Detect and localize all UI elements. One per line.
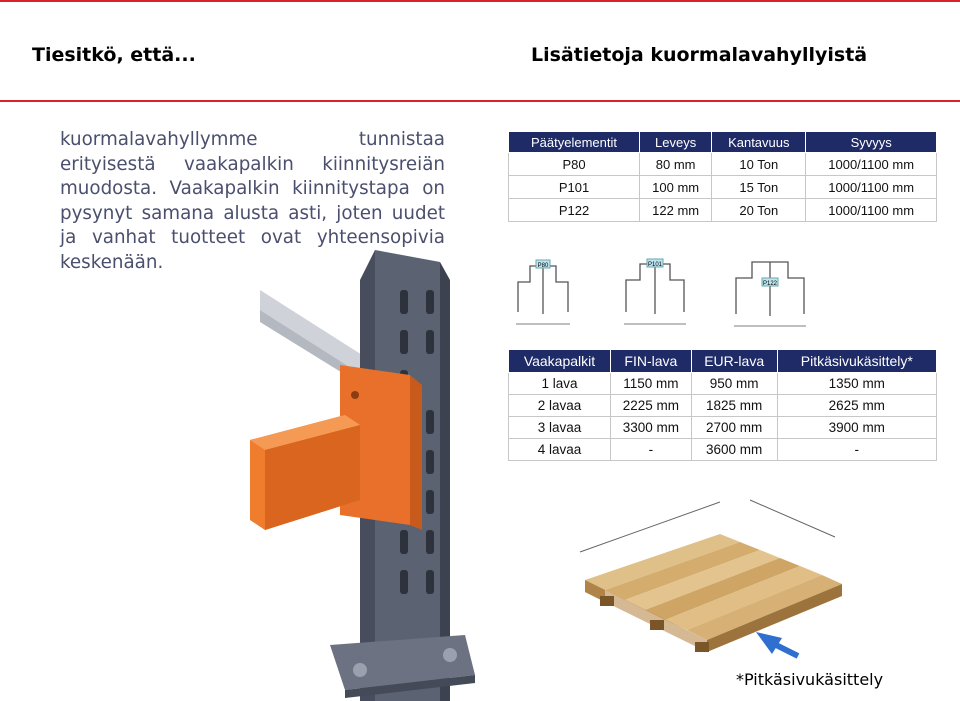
profile-diagrams [508, 252, 838, 332]
table-cell: 3300 mm [610, 417, 691, 439]
table-cell: 4 lavaa [509, 439, 611, 461]
table-cell: 1000/1100 mm [806, 176, 937, 199]
col-header: Kantavuus [712, 132, 806, 153]
table-row [509, 373, 937, 395]
table-cell: 1150 mm [610, 373, 691, 395]
table-cell: 100 mm [640, 176, 712, 199]
table-cell: 950 mm [691, 373, 777, 395]
table-row [509, 153, 937, 176]
svg-text:P122: P122 [762, 281, 778, 287]
table-row [509, 395, 937, 417]
table-cell: 1000/1100 mm [806, 199, 937, 222]
table-cell: 1 lava [509, 373, 611, 395]
col-header: Päätyelementit [509, 132, 640, 153]
table-cell: 2625 mm [777, 395, 936, 417]
header-divider [0, 100, 960, 102]
col-header: Syvyys [806, 132, 937, 153]
col-header: Leveys [640, 132, 712, 153]
table-cell: 15 Ton [712, 176, 806, 199]
table-cell: 80 mm [640, 153, 712, 176]
pallet-image [560, 492, 880, 662]
table-cell: P122 [509, 199, 640, 222]
top-accent-line [0, 0, 960, 2]
profile-p122 [734, 262, 806, 326]
table-cell: P80 [509, 153, 640, 176]
table-cell: 2700 mm [691, 417, 777, 439]
footnote: *Pitkäsivukäsittely [736, 670, 884, 689]
table-cell: - [777, 439, 936, 461]
svg-text:P101: P101 [647, 262, 663, 268]
table-cell: 3 lavaa [509, 417, 611, 439]
col-header: EUR-lava [691, 350, 777, 373]
table-row [509, 199, 937, 222]
col-header: Pitkäsivukäsittely* [777, 350, 936, 373]
table-cell: 2225 mm [610, 395, 691, 417]
profile-p80 [516, 266, 570, 324]
table-row [509, 417, 937, 439]
table-cell: 1825 mm [691, 395, 777, 417]
table-row [509, 176, 937, 199]
col-header: FIN-lava [610, 350, 691, 373]
table-cell: 1000/1100 mm [806, 153, 937, 176]
table-row [509, 439, 937, 461]
table-cell: 1350 mm [777, 373, 936, 395]
col-header: Vaakapalkit [509, 350, 611, 373]
beam-lengths-table [508, 349, 937, 461]
table-cell: 2 lavaa [509, 395, 611, 417]
page-title-right: Lisätietoja kuormalavahyllyistä [531, 44, 868, 66]
table-cell: 122 mm [640, 199, 712, 222]
page-title-left: Tiesitkö, että... [32, 44, 196, 66]
table-cell: 3600 mm [691, 439, 777, 461]
long-side-arrow-icon [756, 632, 798, 656]
upright-image [250, 250, 490, 701]
table-cell: 3900 mm [777, 417, 936, 439]
table-cell: - [610, 439, 691, 461]
table-cell: 10 Ton [712, 153, 806, 176]
intro-paragraph: kuormalavahyllymme tunnistaa erityisestä vaakapalkin kiinnitysreiän muodosta. Vaakapalkin kiinnitystapa on pysynyt samana alusta asti, joten uudet ja vanhat tuotteet ovat yhteensopivia keskenään. [60, 129, 445, 273]
table-cell: 20 Ton [712, 199, 806, 222]
profile-p101 [624, 264, 686, 324]
table-cell: P101 [509, 176, 640, 199]
svg-text:P80: P80 [537, 263, 549, 269]
upright-specs-table [508, 131, 937, 222]
